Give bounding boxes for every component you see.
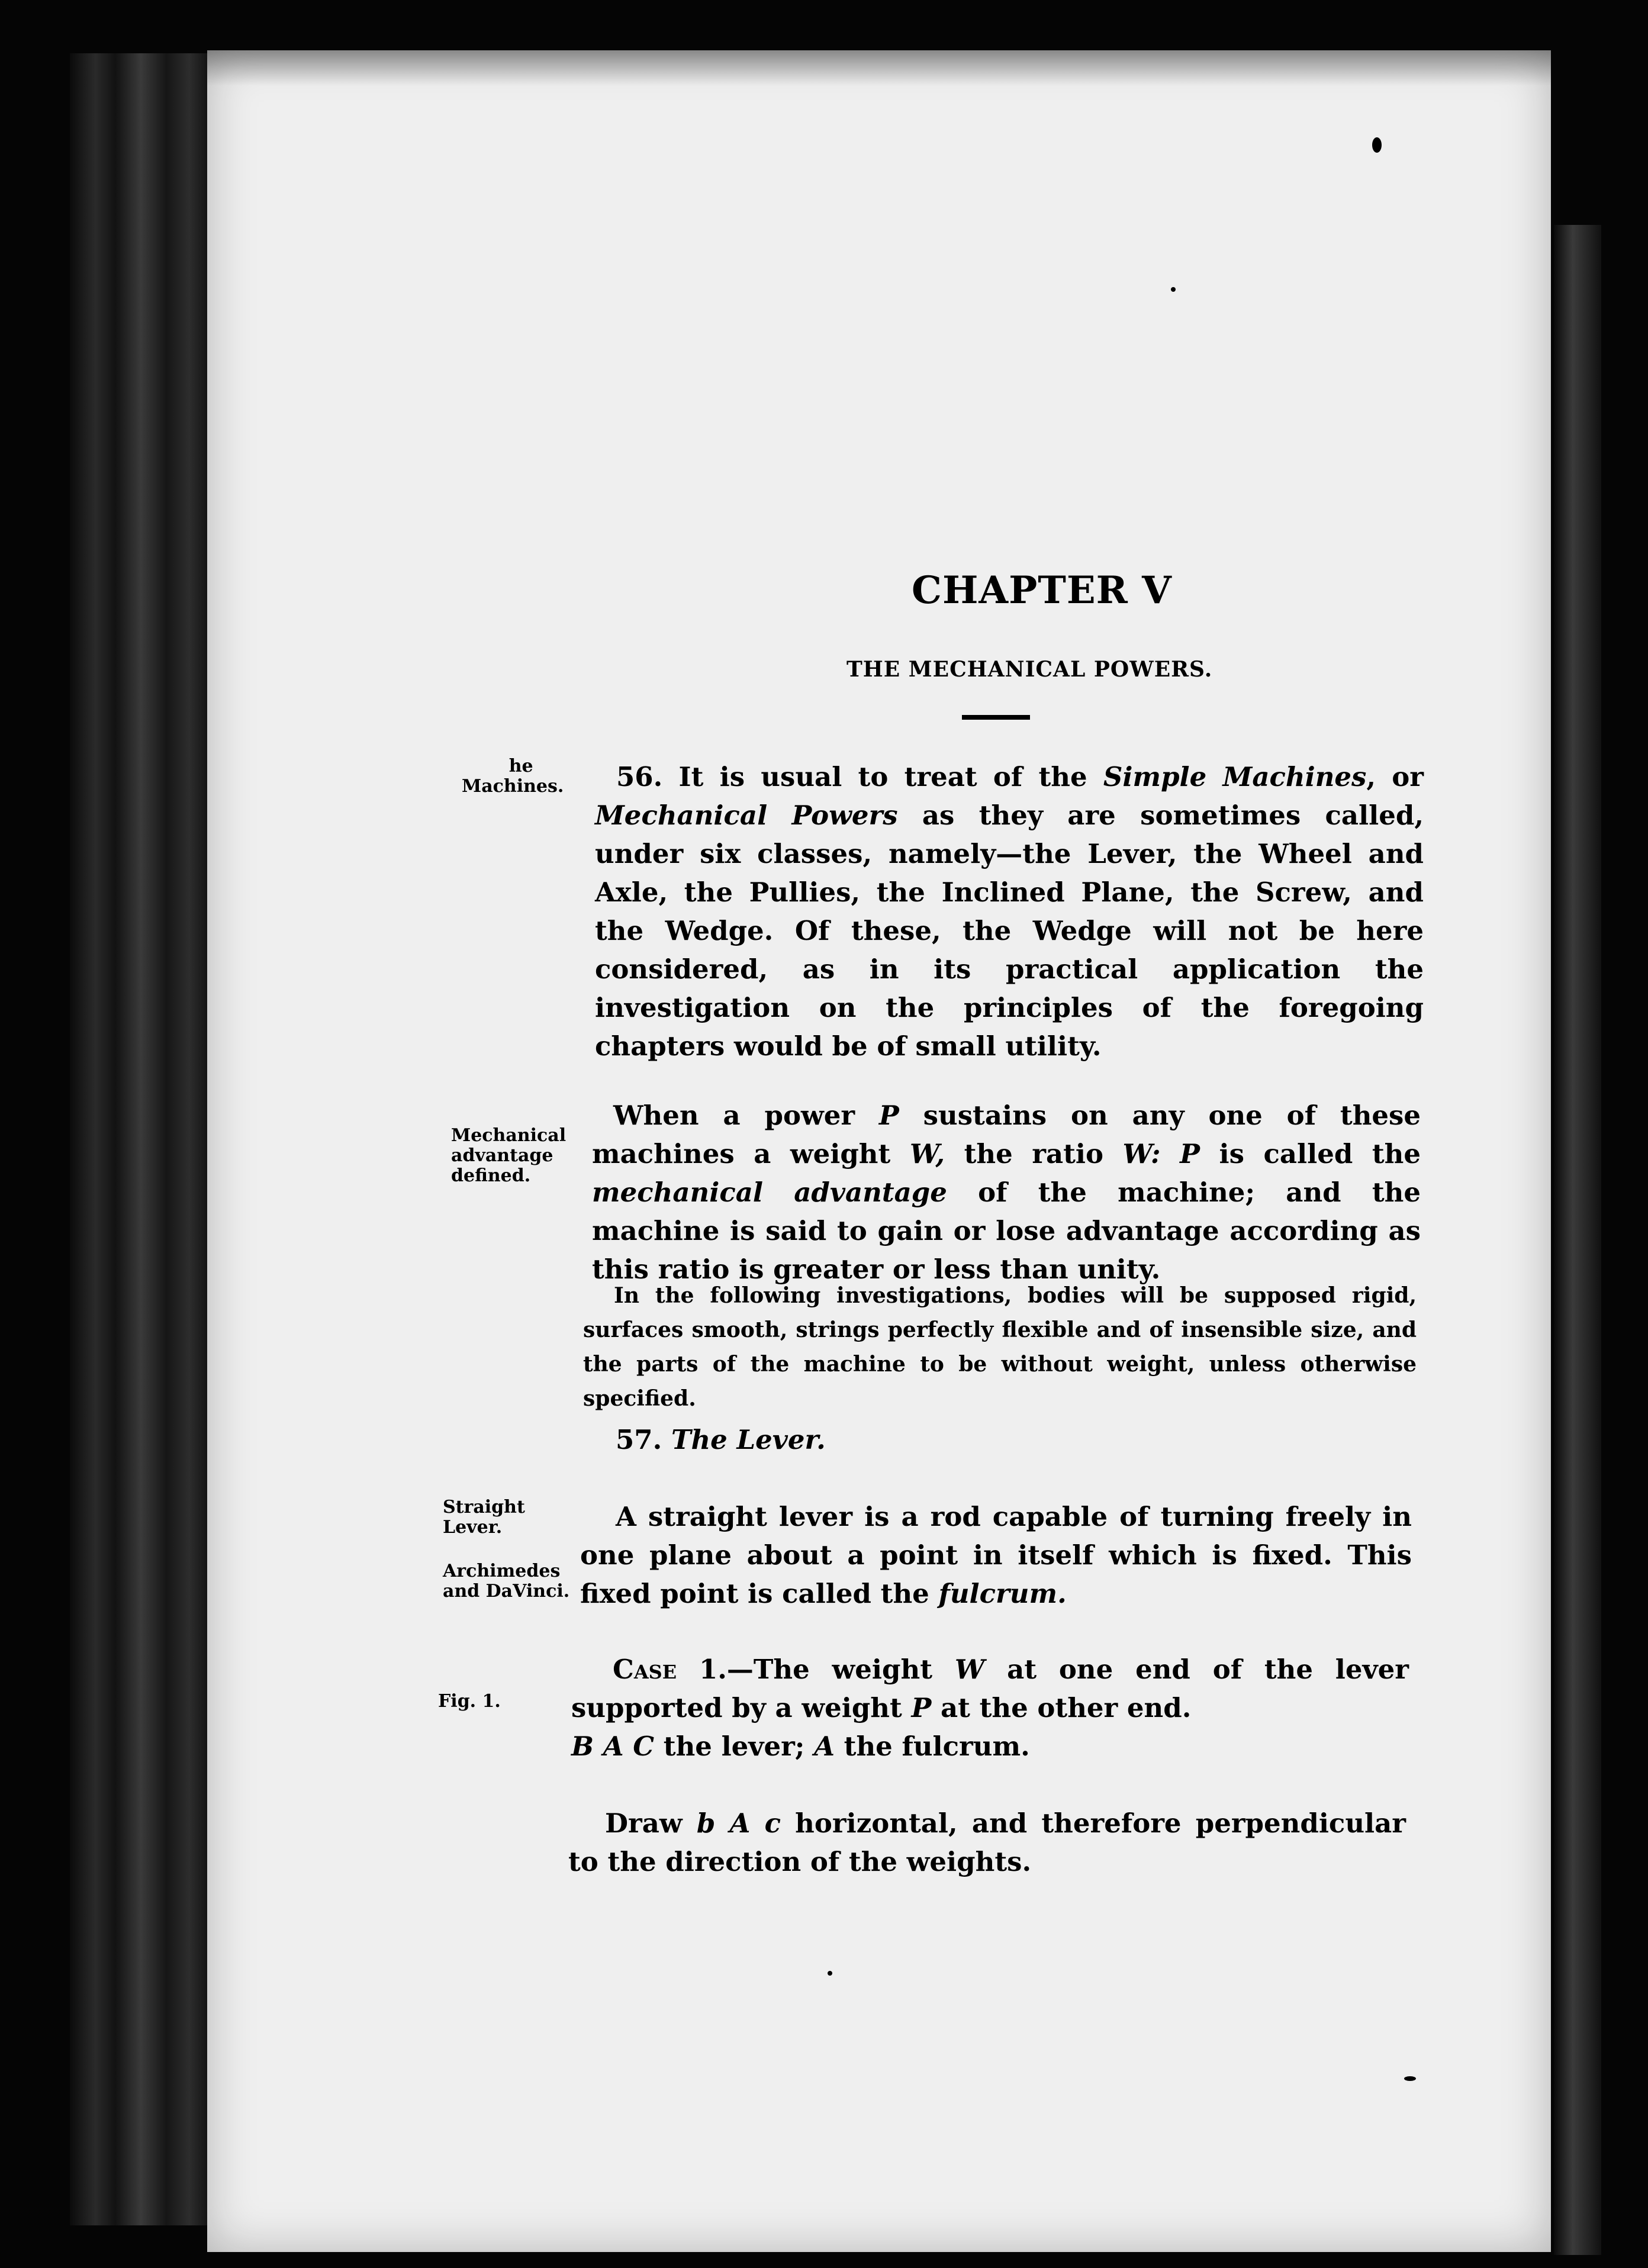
text: When a power: [613, 1100, 855, 1131]
paragraph-draw: [568, 1804, 1406, 1881]
text: the fulcrum.: [844, 1731, 1030, 1762]
symbol: W: P: [1122, 1138, 1200, 1170]
text: at the other end.: [940, 1692, 1192, 1723]
section-number: 57.: [616, 1424, 662, 1455]
text: the lever;: [663, 1731, 805, 1762]
text: the ratio: [964, 1138, 1103, 1170]
ink-speck: [1404, 2076, 1416, 2081]
line-bac: [571, 1727, 1030, 1766]
sidenote-line: Machines.: [462, 776, 564, 797]
sidenote-archimedes: [443, 1561, 569, 1602]
heading-57: [616, 1420, 826, 1459]
paragraph-straight-lever: [580, 1497, 1412, 1613]
text: —The weight: [726, 1654, 932, 1685]
symbol: P: [878, 1100, 899, 1131]
sidenote-line: Archimedes: [443, 1561, 561, 1581]
text: horizontal, and therefore perpendicular to the direction of the weights.: [568, 1808, 1406, 1877]
emphasis: Simple Machines: [1103, 761, 1367, 792]
next-page-edge: [1554, 225, 1601, 2255]
paragraph-case-1: [571, 1650, 1409, 1727]
ink-speck: [1372, 137, 1382, 153]
page-top-shadow: [207, 50, 1551, 86]
text: as they are sometimes called, under six classes, namely—the Lever, the Wheel and Axle, the Pullies, the Inclined Plane, the Screw, and the Wedge. Of these, the Wedge will not be here considered, as in its practical application the investigation on the principles of the foregoing chapters would be of small utility.: [595, 800, 1424, 1062]
symbol: b A c: [696, 1808, 781, 1839]
sidenote-line: Straight: [443, 1497, 525, 1518]
symbol: W: [954, 1654, 985, 1685]
text: is called the: [1219, 1138, 1421, 1170]
book-binding-edge: [70, 53, 212, 2225]
section-heading: The Lever.: [671, 1424, 826, 1455]
symbol: W,: [909, 1138, 945, 1170]
sidenote-simple-machines: [462, 756, 564, 797]
section-number: 56.: [616, 761, 663, 792]
sidenote-straight-lever: [443, 1497, 525, 1538]
ink-speck: [1171, 287, 1176, 292]
sidenote-line: he: [508, 756, 533, 777]
sidenote-line: Lever.: [443, 1517, 503, 1538]
text: It is usual to treat of the: [678, 761, 1087, 792]
text: A straight lever is a rod capable of turning freely in one plane about a point in itself which is fixed. This fixed point is called the: [580, 1501, 1412, 1609]
text: of the machine; and the machine is said to gain or lose advantage according as this ratio is greater or less than unity.: [592, 1177, 1421, 1285]
sidenote-line: Mechanical: [451, 1125, 566, 1146]
emphasis: mechanical advantage: [592, 1177, 947, 1208]
paragraph-investigations: In the following investigations, bodies will be supposed rigid, surfaces smooth, strings perfectly flexible and of insensible size, and the parts of the machine to be without weight, unless otherwise specified.: [583, 1283, 1417, 1411]
sidenote-line: advantage: [451, 1145, 553, 1166]
title-rule: [962, 715, 1030, 720]
chapter-heading: CHAPTER V: [912, 568, 1172, 613]
symbol: B A C: [571, 1731, 655, 1762]
ink-speck: [828, 1971, 832, 1976]
sidenote-line: and DaVinci.: [443, 1581, 570, 1602]
text: Draw: [605, 1808, 683, 1839]
section-title: THE MECHANICAL POWERS.: [846, 657, 1213, 682]
text: , or: [1366, 761, 1424, 792]
emphasis: fulcrum.: [938, 1578, 1067, 1609]
symbol: A: [814, 1731, 835, 1762]
text: at one end of the lever supported by a weight: [571, 1654, 1409, 1723]
sidenote-figure: Fig. 1.: [438, 1691, 501, 1712]
symbol: P: [911, 1692, 932, 1723]
emphasis: Mechanical Powers: [595, 800, 898, 831]
case-label: Case 1.: [613, 1654, 727, 1685]
text: sustains on any one of these machines a weight: [592, 1100, 1421, 1170]
paragraph-56: [595, 758, 1424, 1065]
paragraph-mechanical-advantage: [592, 1096, 1421, 1288]
sidenote-line: defined.: [451, 1165, 531, 1186]
sidenote-mechanical-advantage: [451, 1126, 566, 1186]
